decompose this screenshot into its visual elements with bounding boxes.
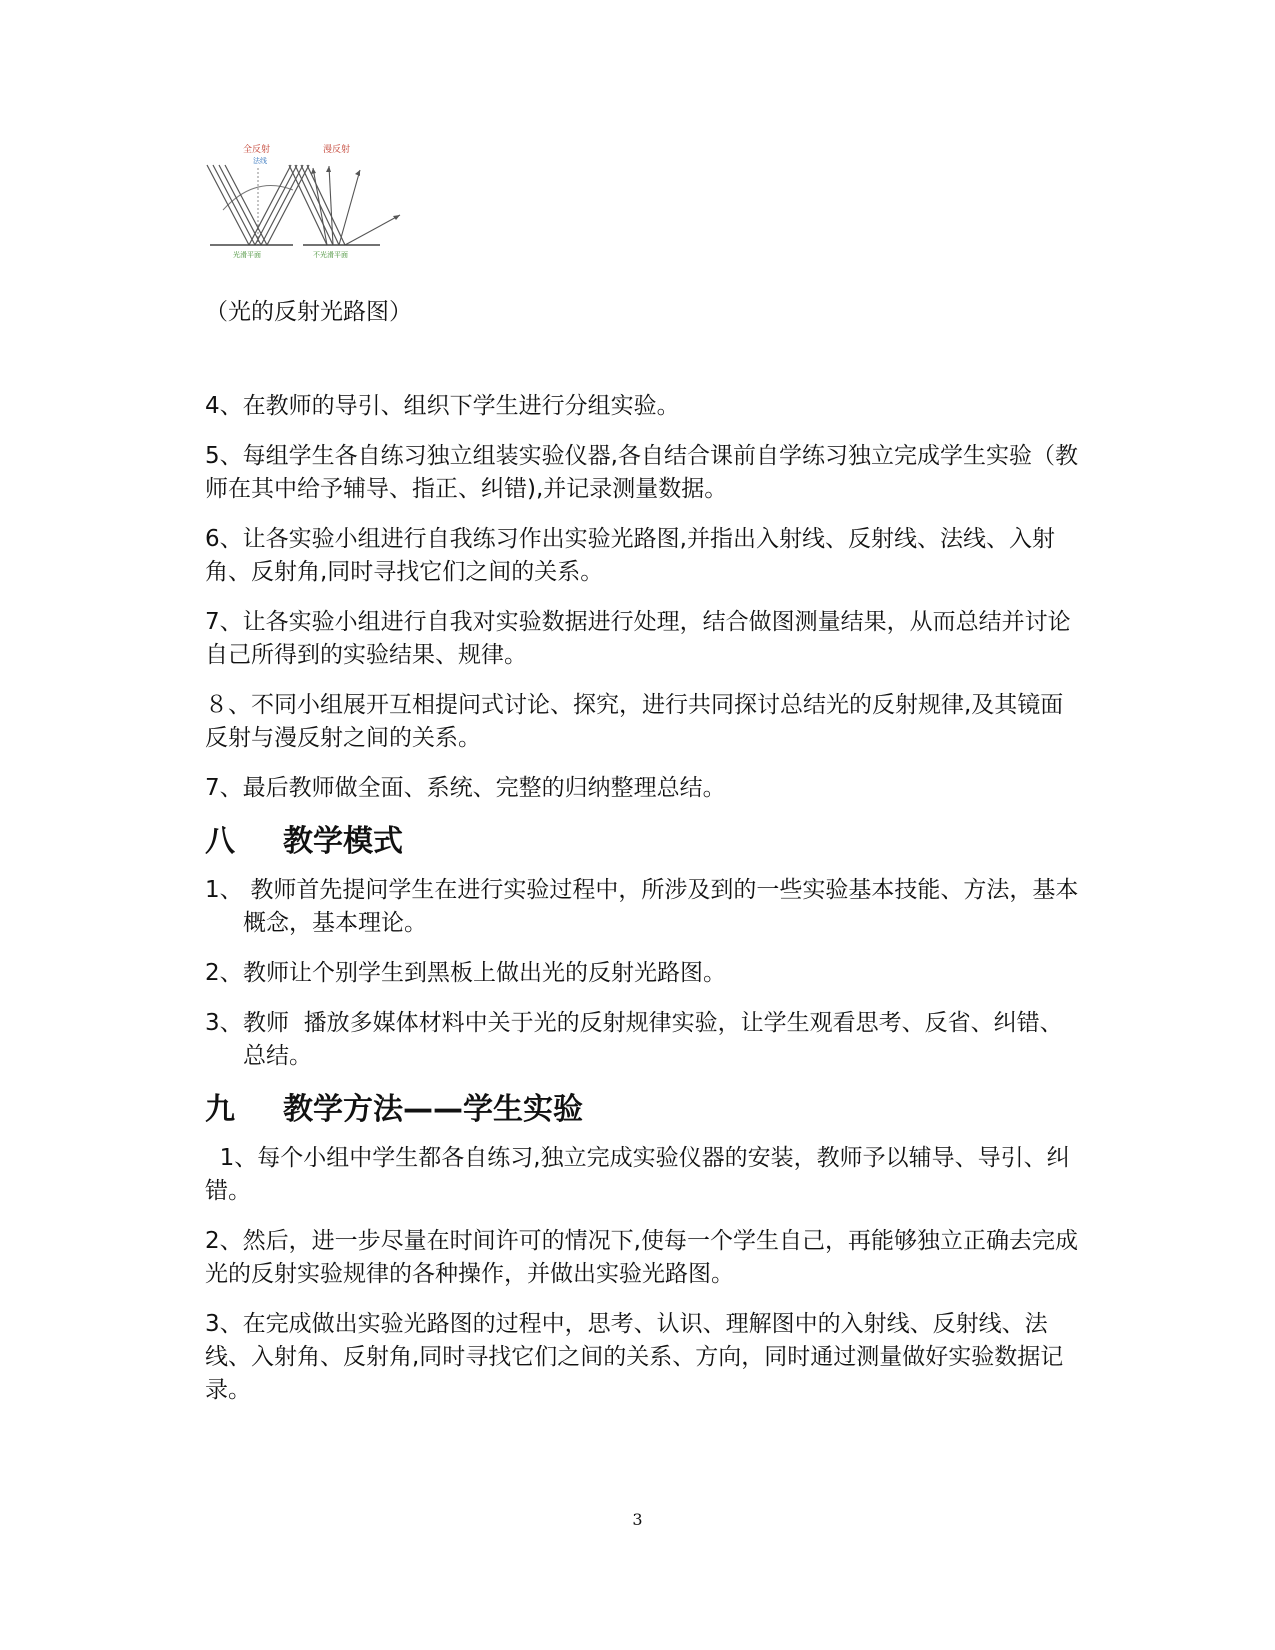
method-paragraph: 2、然后，进一步尽量在时间许可的情况下,使每一个学生自己，再能够独立正确去完成光的反射实验规律的各种操作，并做出实验光路图。 [205,1228,1078,1287]
section-title: 教学方法——学生实验 [283,1092,583,1127]
figure-label-rough-surface: 不光滑平面 [313,251,348,259]
list-item-number: 1、 [205,877,243,903]
step-paragraph: ８、不同小组展开互相提问式讨论、探究，进行共同探讨总结光的反射规律,及其镜面反射与漫反射之间的关系。 [205,692,1064,751]
step-paragraph: 6、让各实验小组进行自我练习作出实验光路图,并指出入射线、反射线、法线、入射角、反射角,同时寻找它们之间的关系。 [205,526,1055,585]
section-number: 九 [205,1092,235,1127]
list-item-text: 教师 播放多媒体材料中关于光的反射规律实验，让学生观看思考、反省、纠错、总结。 [243,1010,1063,1069]
section-title: 教学模式 [283,824,403,859]
reflection-diagram [205,140,415,270]
figure-label-smooth-surface: 光滑平面 [233,251,261,259]
section-heading-teaching-method [205,1090,1085,1130]
list-item-text: 教师首先提问学生在进行实验过程中，所涉及到的一些实验基本技能、方法，基本概念，基本理论。 [243,877,1079,936]
list-item-number: 2、 [205,960,243,986]
list-item [205,1007,1085,1073]
step-paragraph: 7、让各实验小组进行自我对实验数据进行处理，结合做图测量结果，从而总结并讨论自己所得到的实验结果、规律。 [205,609,1071,668]
list-item [205,957,1085,990]
figure-label-diffuse-reflection: 漫反射 [323,145,351,155]
figure-label-normal: 法线 [253,157,267,165]
arrowheads [311,166,400,220]
method-paragraph: 1、每个小组中学生都各自练习,独立完成实验仪器的安装，教师予以辅导、导引、纠错。 [205,1145,1070,1204]
step-paragraph: 7、最后教师做全面、系统、完整的归纳整理总结。 [205,775,726,801]
page-number: 3 [632,1510,643,1529]
incident-rays-right [289,165,345,245]
step-paragraph: 4、在教师的导引、组织下学生进行分组实验。 [205,393,680,419]
figure-label-total-reflection: 全反射 [243,145,271,155]
step-paragraph: 5、每组学生各自练习独立组装实验仪器,各自结合课前自学练习独立完成学生实验（教师在其中给予辅导、指正、纠错),并记录测量数据。 [205,443,1078,502]
list-item-text: 教师让个别学生到黑板上做出光的反射光路图。 [243,960,726,986]
method-paragraph: 3、在完成做出实验光路图的过程中，思考、认识、理解图中的入射线、反射线、法线、入射角、反射角,同时寻找它们之间的关系、方向，同时通过测量做好实验数据记录。 [205,1311,1064,1403]
list-item-number: 3、 [205,1010,243,1036]
list-item [205,874,1085,940]
main-content [205,390,1085,1424]
section-heading-teaching-mode [205,822,1085,862]
figure-caption: （光的反射光路图） [205,299,412,325]
section-number: 八 [205,824,235,859]
